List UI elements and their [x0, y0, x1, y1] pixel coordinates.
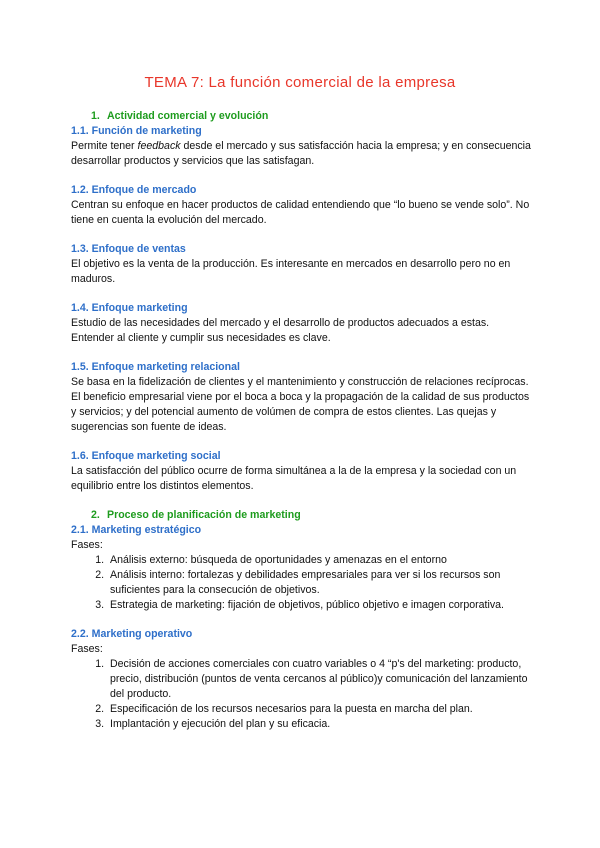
- paragraph: [71, 139, 531, 169]
- section-number: 1.: [91, 110, 100, 122]
- list-item: 3. Implantación y ejecución del plan y su eficacia.: [107, 717, 531, 732]
- list-item: 2. Especificación de los recursos necesarios para la puesta en marcha del plan.: [107, 702, 531, 717]
- subsection-heading: 1.1. Función de marketing: [71, 125, 202, 137]
- subsection-heading: 1.2. Enfoque de mercado: [71, 184, 197, 196]
- subsection-2-1: [71, 523, 531, 613]
- numbered-list: [71, 657, 531, 732]
- list-item: 3. Estrategia de marketing: fijación de objetivos, público objetivo e imagen corporativa.: [107, 598, 531, 613]
- numbered-list: [71, 553, 531, 613]
- paragraph: Centran su enfoque en hacer productos de calidad entendiendo que “lo bueno se vende solo”. No tiene en cuenta la evolución del mercado.: [71, 199, 530, 226]
- page-title: TEMA 7: La función comercial de la empresa: [144, 74, 456, 91]
- subsection-1-1: [71, 124, 531, 169]
- section-title: Proceso de planificación de marketing: [107, 509, 301, 521]
- paragraph: La satisfacción del público ocurre de forma simultánea a la de la empresa y la sociedad con un equilibrio entre los distintos elementos.: [71, 465, 517, 492]
- subsection-1-6: [71, 449, 531, 494]
- subsection-heading: 1.4. Enfoque marketing: [71, 302, 188, 314]
- paragraph: Estudio de las necesidades del mercado y el desarrollo de productos adecuados a estas. Entender al cliente y cumplir sus necesidades es clave.: [71, 317, 490, 344]
- section-number: 2.: [91, 509, 100, 521]
- list-item: 2. Análisis interno: fortalezas y debilidades empresariales para ver si los recursos son suficientes para la consecución de objetivos.: [107, 568, 531, 598]
- subsection-heading: 2.2. Marketing operativo: [71, 628, 193, 640]
- subsection-heading: 1.3. Enfoque de ventas: [71, 243, 186, 255]
- list-label: Fases:: [71, 643, 103, 655]
- paragraph: El objetivo es la venta de la producción. Es interesante en mercados en desarrollo pero no en maduros.: [71, 258, 511, 285]
- subsection-1-4: [71, 301, 531, 346]
- list-item: 1. Análisis externo: búsqueda de oportunidades y amenazas en el entorno: [107, 553, 531, 568]
- subsection-heading: 2.1. Marketing estratégico: [71, 524, 202, 536]
- section-heading-1: [71, 109, 531, 124]
- subsection-heading: 1.5. Enfoque marketing relacional: [71, 361, 240, 373]
- emphasis-text: feedback: [137, 140, 181, 152]
- subsection-heading: 1.6. Enfoque marketing social: [71, 450, 221, 462]
- subsection-1-5: [71, 360, 531, 435]
- section-heading-2: [71, 508, 531, 523]
- subsection-1-2: [71, 183, 531, 228]
- section-title: Actividad comercial y evolución: [107, 110, 269, 122]
- subsection-1-3: [71, 242, 531, 287]
- paragraph-text: desde el mercado y sus satisfacción hacia la empresa; y en consecuencia desarrollar productos y servicios que las satisfagan.: [71, 140, 531, 167]
- list-item: 1. Decisión de acciones comerciales con cuatro variables o 4 “p's del marketing: producto, precio, distribución (puntos de venta cercanos al público)y comunicación del lanzamiento del producto.: [107, 657, 531, 702]
- paragraph: Se basa en la fidelización de clientes y el mantenimiento y construcción de relaciones recíprocas. El beneficio empresarial viene por el boca a boca y la propagación de la calidad de sus productos y servicios; y del potencial aumento de volúmen de compra de estos clientes. Las quejas y sugerencias son fuente de ideas.: [71, 376, 530, 433]
- document-body: [71, 109, 531, 732]
- list-label: Fases:: [71, 539, 103, 551]
- subsection-2-2: [71, 627, 531, 732]
- paragraph-text: Permite tener: [71, 140, 138, 152]
